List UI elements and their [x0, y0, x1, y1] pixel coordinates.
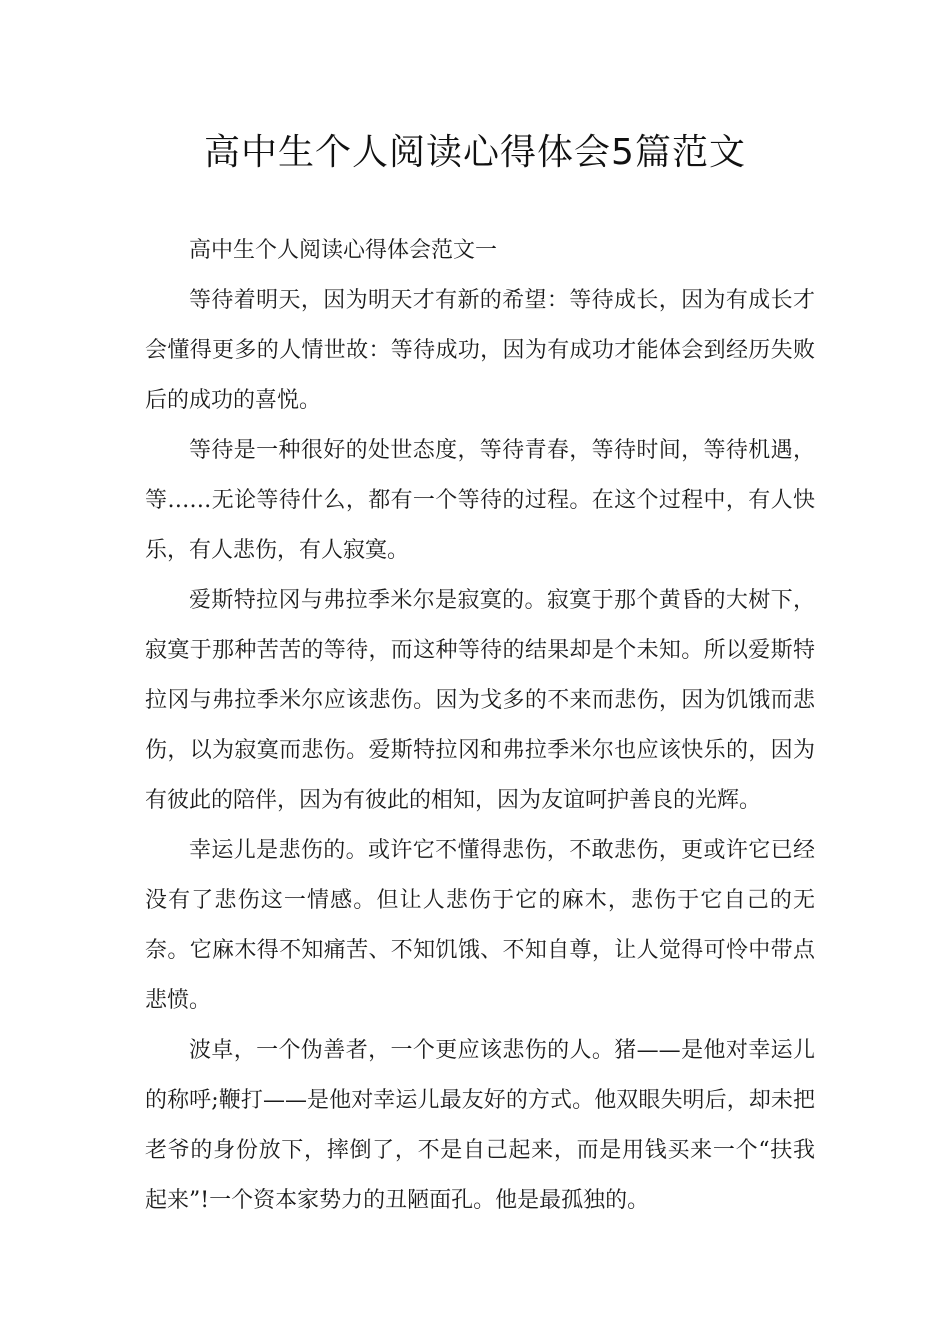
- paragraph: 爱斯特拉冈与弗拉季米尔是寂寞的。寂寞于那个黄昏的大树下，寂寞于那种苦苦的等待，而这种等待的结果却是个未知。所以爱斯特拉冈与弗拉季米尔应该悲伤。因为戈多的不来而悲伤，因为饥饿而悲伤，以为寂寞而悲伤。爱斯特拉冈和弗拉季米尔也应该快乐的，因为有彼此的陪伴，因为有彼此的相知，因为友谊呵护善良的光辉。: [145, 588, 815, 813]
- paragraph: 等待是一种很好的处世态度，等待青春，等待时间，等待机遇，等……无论等待什么，都有一个等待的过程。在这个过程中，有人快乐，有人悲伤，有人寂寞。: [145, 438, 815, 563]
- paragraph-heading: 高中生个人阅读心得体会范文一: [189, 238, 498, 263]
- paragraph: 幸运儿是悲伤的。或许它不懂得悲伤，不敢悲伤，更或许它已经没有了悲伤这一情感。但让人悲伤于它的麻木，悲伤于它自己的无奈。它麻木得不知痛苦、不知饥饿、不知自尊，让人觉得可怜中带点悲愤。: [145, 838, 815, 1013]
- paragraph: 等待着明天，因为明天才有新的希望：等待成长，因为有成长才会懂得更多的人情世故：等待成功，因为有成功才能体会到经历失败后的成功的喜悦。: [145, 288, 815, 413]
- paragraph: 波卓，一个伪善者，一个更应该悲伤的人。猪——是他对幸运儿的称呼;鞭打——是他对幸运儿最友好的方式。他双眼失明后，却未把老爷的身份放下，摔倒了，不是自己起来，而是用钱买来一个“扶我起来”!一个资本家势力的丑陋面孔。他是最孤独的。: [145, 1038, 815, 1213]
- document-body: [145, 226, 815, 1226]
- document-title: 高中生个人阅读心得体会5篇范文: [204, 132, 746, 173]
